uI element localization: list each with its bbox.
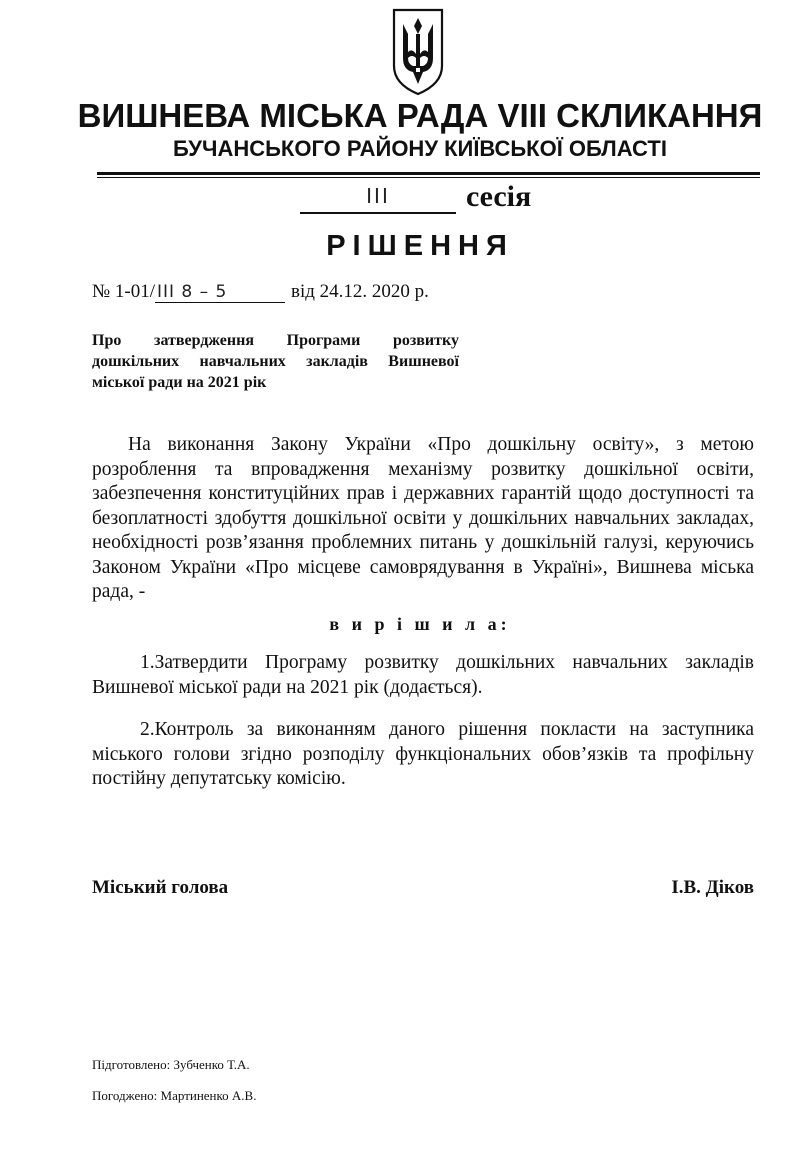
council-subtitle: БУЧАНСЬКОГО РАЙОНУ КИЇВСЬКОЇ ОБЛАСТІ: [173, 136, 667, 161]
session-number-handwritten: III: [366, 184, 390, 208]
decision-item-1: 1.Затвердити Програму розвитку дошкільних навчальних закладів Вишневої міської ради на 2021 рік (додається).: [92, 652, 754, 698]
session-label: сесія: [466, 180, 532, 213]
preamble-paragraph: На виконання Закону України «Про дошкільну освіту», з метою розроблення та впровадження механізму розвитку дошкільної освіти, забезпечення конституційних прав і державних гарантій щодо доступності та безоплатності здобуття дошкільної освіти у дошкільних навчальних закладах, необхідності розв’язання проблемних питань у дошкільній галузі, керуючись Законом України «Про місцеве самоврядування в Україні», Вишнева міська рада, -: [92, 434, 754, 602]
session-number-field: [300, 180, 456, 214]
signature-name: І.В. Діков: [671, 877, 754, 898]
resolved-heading: в и р і ш и л а:: [329, 614, 511, 634]
trident-coat-of-arms-icon: [391, 8, 445, 96]
header-rule-thick: [97, 172, 760, 175]
decision-number-line: [92, 278, 592, 306]
council-title: ВИШНЕВА МІСЬКА РАДА VIII СКЛИКАННЯ: [77, 97, 763, 134]
header-rule-thin: [97, 177, 760, 178]
decision-number-prefix: № 1-01/: [92, 281, 155, 302]
decision-number-handwritten: III 8 – 5: [155, 282, 285, 303]
session-line: [300, 180, 560, 216]
decision-item-2: 2.Контроль за виконанням даного рішення покласти на заступника міського голови згідно розподілу функціональних обов’язків та профільну постійну депутатську комісію.: [92, 719, 754, 789]
decision-date: від 24.12. 2020 р.: [290, 281, 429, 302]
decision-title: РІШЕННЯ: [326, 230, 514, 262]
decision-subject: Про затвердження Програми розвитку дошкільних навчальних закладів Вишневої міської ради на 2021 рік: [92, 332, 459, 391]
agreed-by-note: Погоджено: Мартиненко А.В.: [92, 1088, 257, 1103]
prepared-by-note: Підготовлено: Зубченко Т.А.: [92, 1057, 250, 1072]
signature-title: Міський голова: [92, 877, 229, 898]
